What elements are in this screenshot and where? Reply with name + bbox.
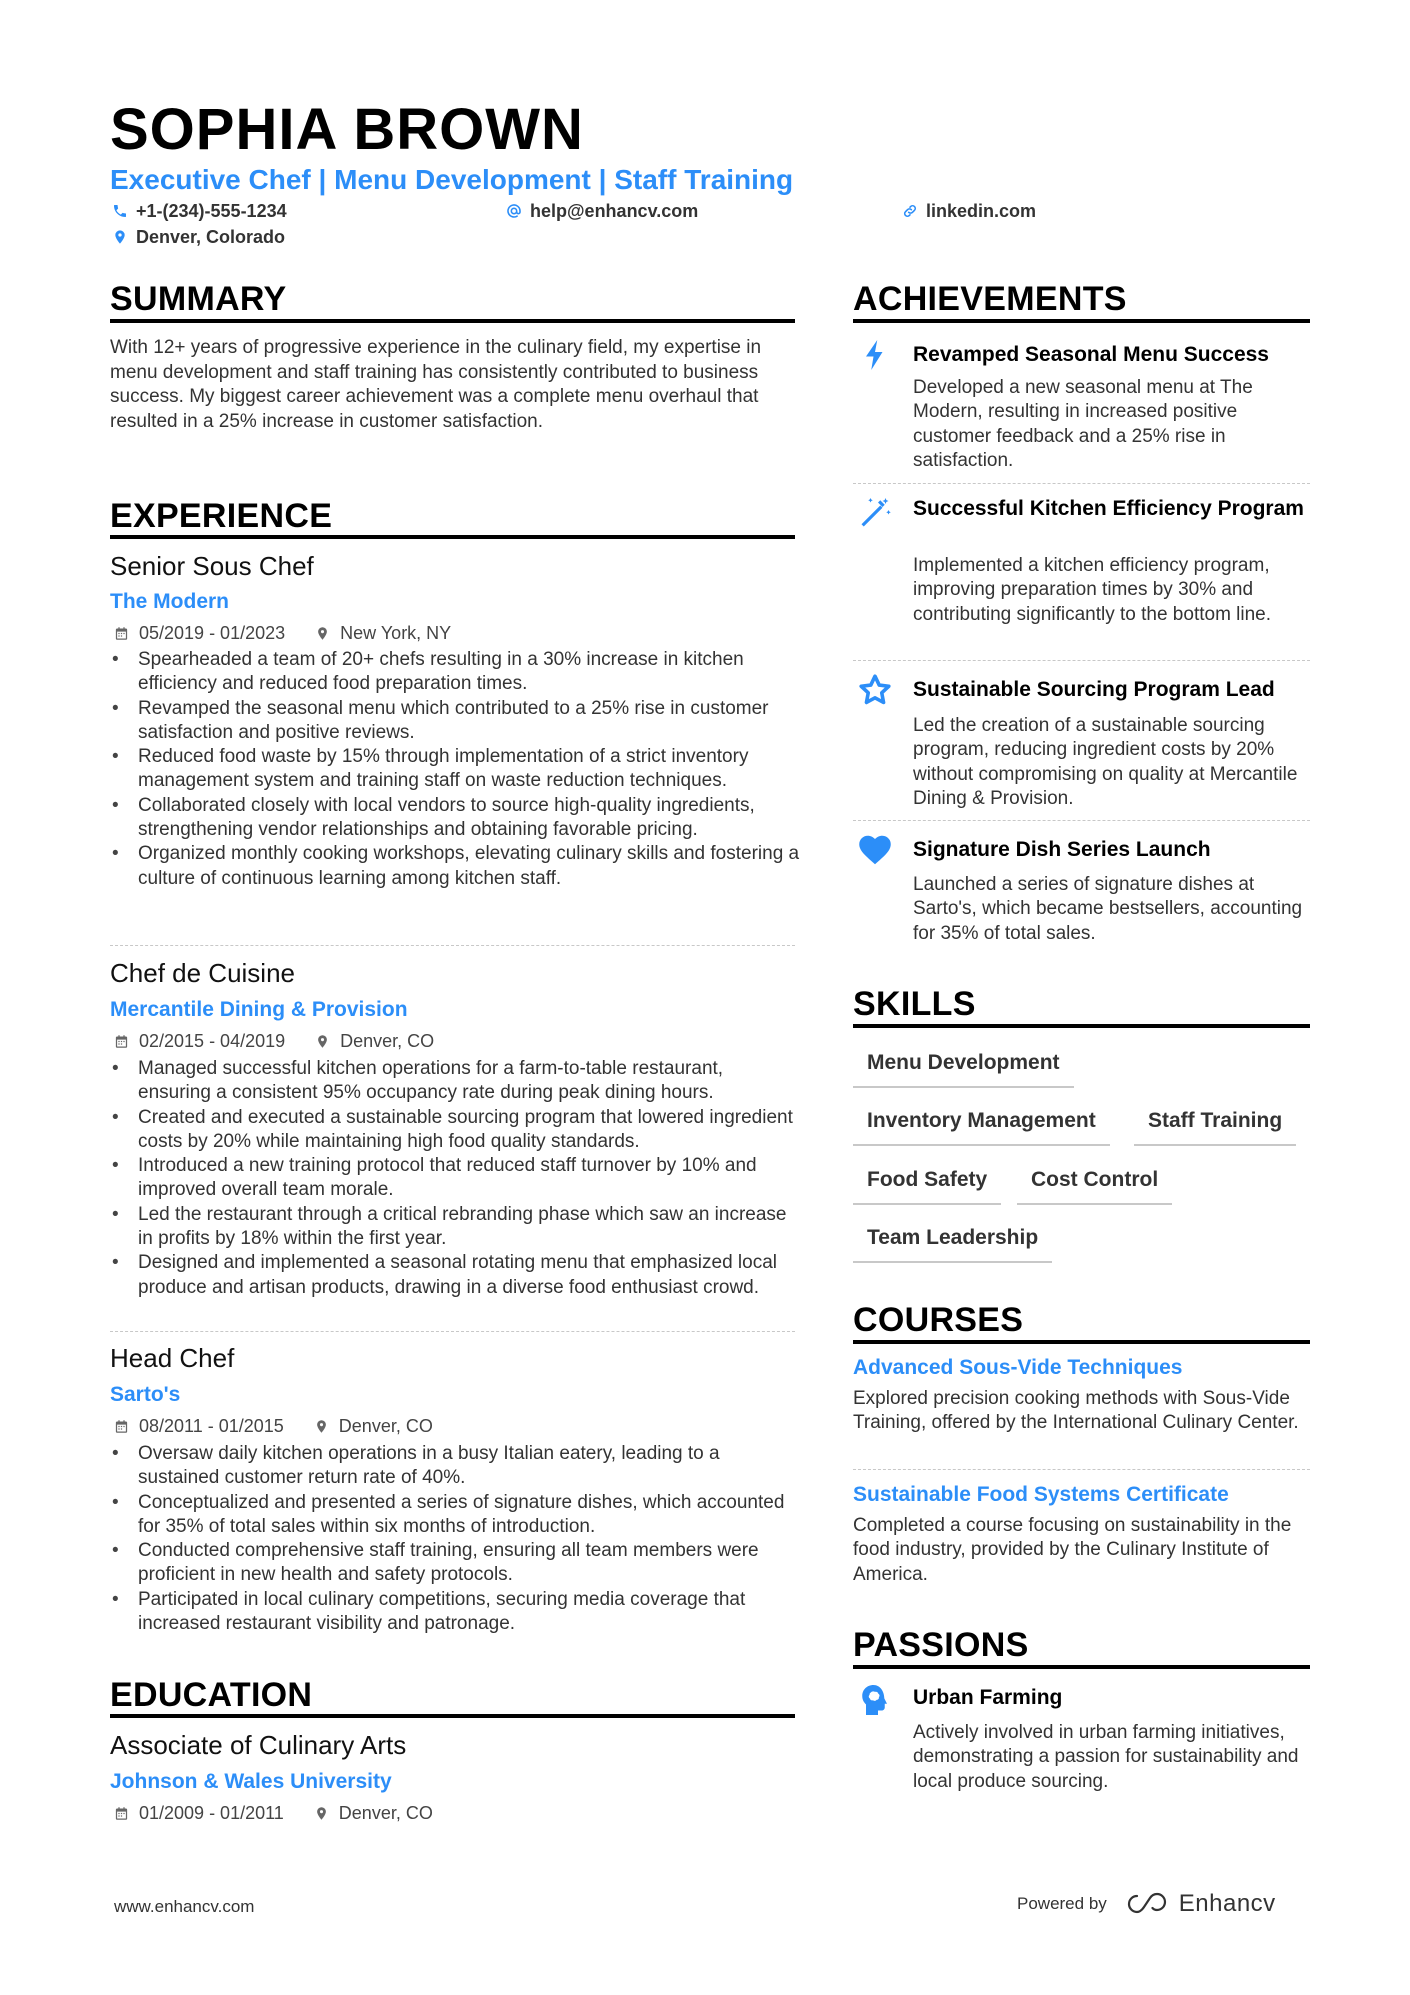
bullet-item: • Organized monthly cooking workshops, elevating culinary skills and fostering a culture of continuous learning among kitchen staff. xyxy=(110,842,800,891)
skill-tag: Cost Control xyxy=(1017,1167,1172,1205)
achievement-divider xyxy=(853,660,1310,661)
calendar-icon xyxy=(114,1419,129,1434)
bullet-item: • Spearheaded a team of 20+ chefs resulting in a 30% increase in kitchen efficiency and reduced food preparation times. xyxy=(110,648,800,697)
passion-desc: Actively involved in urban farming initiatives, demonstrating a passion for sustainability and local produce sourcing. xyxy=(913,1722,1299,1792)
bullet-item: • Revamped the seasonal menu which contributed to a 25% rise in customer satisfaction and positive reviews. xyxy=(110,697,800,746)
job-dates: 02/2015 - 04/2019 xyxy=(139,1031,286,1051)
contact-location xyxy=(112,226,285,248)
education-dates: 01/2009 - 01/2011 xyxy=(139,1803,284,1823)
summary-text: With 12+ years of progressive experience in the culinary field, my expertise in menu development and staff training has consistently contributed to business success. My biggest career achievement was a complete menu overhaul that resulted in a 25% increase in customer satisfaction. xyxy=(110,337,762,432)
location-pin-icon xyxy=(112,229,128,245)
achievement-divider xyxy=(853,483,1310,484)
bullet-item: • Designed and implemented a seasonal rotating menu that emphasized local produce and artisan products, drawing in a diverse food enthusiast crowd. xyxy=(110,1251,800,1300)
location-pin-icon xyxy=(314,1419,329,1434)
education-degree: Associate of Culinary Arts xyxy=(110,1730,407,1760)
achievement-title: Revamped Seasonal Menu Success xyxy=(913,343,1269,366)
job-location: New York, NY xyxy=(340,623,452,643)
skill-tag: Staff Training xyxy=(1134,1108,1296,1146)
bullet-item: • Reduced food waste by 15% through implementation of a strict inventory management system and training staff on waste reduction techniques. xyxy=(110,745,800,794)
location-pin-icon xyxy=(315,1034,330,1049)
bullet-item: • Introduced a new training protocol that reduced staff turnover by 10% and improved overall team morale. xyxy=(110,1154,800,1203)
experience-rule xyxy=(110,535,795,539)
link-icon xyxy=(902,203,918,219)
email-text[interactable]: help@enhancv.com xyxy=(530,201,699,221)
powered-by-label: Powered by xyxy=(1017,1894,1107,1913)
footer-website[interactable]: www.enhancv.com xyxy=(114,1897,255,1916)
job-dates: 08/2011 - 01/2015 xyxy=(139,1416,284,1436)
skill-tag: Food Safety xyxy=(853,1167,1001,1205)
bullet-item: • Oversaw daily kitchen operations in a busy Italian eatery, leading to a sustained customer return rate of 40%. xyxy=(110,1442,800,1491)
enhancv-logo-icon xyxy=(1125,1892,1171,1916)
job-location: Denver, CO xyxy=(340,1031,435,1051)
education-school: Johnson & Wales University xyxy=(110,1770,392,1793)
job-bullets xyxy=(110,1057,800,1300)
job-meta xyxy=(114,622,451,644)
courses-heading: COURSES xyxy=(853,1301,1024,1339)
education-location: Denver, CO xyxy=(338,1803,433,1823)
courses-rule xyxy=(853,1340,1310,1344)
bullet-item: • Led the restaurant through a critical rebranding phase which saw an increase in profits by 18% within the first year. xyxy=(110,1203,800,1252)
job-company: Mercantile Dining & Provision xyxy=(110,998,408,1021)
magic-wand-icon xyxy=(855,493,895,533)
job-dates: 05/2019 - 01/2023 xyxy=(139,623,286,643)
calendar-icon xyxy=(114,1806,129,1821)
candidate-name: SOPHIA BROWN xyxy=(110,97,584,162)
enhancv-logo[interactable] xyxy=(1125,1890,1276,1918)
job-role: Senior Sous Chef xyxy=(110,551,314,581)
course-desc: Completed a course focusing on sustainability in the food industry, provided by the Culinary Institute of America. xyxy=(853,1515,1292,1585)
course-divider xyxy=(853,1469,1310,1470)
job-meta xyxy=(114,1415,433,1437)
location-pin-icon xyxy=(315,626,330,641)
calendar-icon xyxy=(114,1034,129,1049)
achievements-heading: ACHIEVEMENTS xyxy=(853,280,1127,318)
job-meta xyxy=(114,1030,434,1052)
achievement-title: Signature Dish Series Launch xyxy=(913,838,1211,861)
job-role: Head Chef xyxy=(110,1343,235,1373)
achievement-title: Sustainable Sourcing Program Lead xyxy=(913,678,1275,701)
education-rule xyxy=(110,1714,795,1718)
passions-rule xyxy=(853,1665,1310,1669)
education-heading: EDUCATION xyxy=(110,1676,313,1714)
experience-heading: EXPERIENCE xyxy=(110,497,333,535)
job-divider xyxy=(110,1331,795,1332)
bullet-item: • Collaborated closely with local vendors to source high-quality ingredients, strengthening vendor relationships and obtaining favorable pricing. xyxy=(110,794,800,843)
summary-rule xyxy=(110,319,795,323)
heart-icon xyxy=(855,830,895,870)
achievement-title: Successful Kitchen Efficiency Program xyxy=(913,497,1304,520)
passions-heading: PASSIONS xyxy=(853,1626,1029,1664)
course-desc: Explored precision cooking methods with Sous-Vide Training, offered by the International Culinary Center. xyxy=(853,1388,1299,1434)
phone-text: +1-(234)-555-1234 xyxy=(136,201,287,221)
location-pin-icon xyxy=(314,1806,329,1821)
skills-rule xyxy=(853,1024,1310,1028)
star-icon xyxy=(855,670,895,710)
achievements-rule xyxy=(853,319,1310,323)
phone-icon xyxy=(112,203,128,219)
job-company: The Modern xyxy=(110,590,229,613)
bullet-item: • Created and executed a sustainable sourcing program that lowered ingredient costs by 20% while maintaining high food quality standards. xyxy=(110,1106,800,1155)
enhancv-logo-text: Enhancv xyxy=(1178,1890,1276,1917)
calendar-icon xyxy=(114,626,129,641)
location-text: Denver, Colorado xyxy=(136,227,286,247)
course-title: Sustainable Food Systems Certificate xyxy=(853,1483,1229,1506)
lightning-icon xyxy=(855,335,895,375)
skill-tag: Team Leadership xyxy=(853,1225,1052,1263)
bullet-item: • Conceptualized and presented a series of signature dishes, which accounted for 35% of total sales within six months of introduction. xyxy=(110,1491,800,1540)
achievement-desc: Implemented a kitchen efficiency program, improving preparation times by 30% and contributing significantly to the bottom line. xyxy=(913,555,1272,625)
contact-email[interactable] xyxy=(506,200,698,222)
achievement-desc: Developed a new seasonal menu at The Modern, resulting in increased positive customer feedback and a 25% rise in satisfaction. xyxy=(913,377,1253,471)
passion-title: Urban Farming xyxy=(913,1686,1063,1709)
bullet-item: • Conducted comprehensive staff training, ensuring all team members were proficient in new health and safety protocols. xyxy=(110,1539,800,1588)
contact-link[interactable] xyxy=(902,200,1036,222)
job-company: Sarto's xyxy=(110,1383,181,1406)
summary-heading: SUMMARY xyxy=(110,280,287,318)
job-bullets xyxy=(110,1442,800,1636)
skills-heading: SKILLS xyxy=(853,985,976,1023)
bullet-item: • Managed successful kitchen operations for a farm-to-table restaurant, ensuring a consistent 95% occupancy rate during peak dining hours. xyxy=(110,1057,800,1106)
achievement-desc: Launched a series of signature dishes at Sarto's, which became bestsellers, accounting for 35% of total sales. xyxy=(913,874,1303,944)
head-brain-icon xyxy=(855,1680,895,1720)
contact-phone xyxy=(112,200,287,222)
footer-powered-by xyxy=(1017,1890,1276,1918)
course-title: Advanced Sous-Vide Techniques xyxy=(853,1356,1183,1379)
job-role: Chef de Cuisine xyxy=(110,958,295,988)
education-meta xyxy=(114,1802,433,1824)
job-divider xyxy=(110,945,795,946)
skill-tag: Menu Development xyxy=(853,1050,1074,1088)
achievement-divider xyxy=(853,820,1310,821)
achievement-desc: Led the creation of a sustainable sourcing program, reducing ingredient costs by 20% without compromising on quality at Mercantile Dining & Provision. xyxy=(913,715,1298,809)
job-bullets xyxy=(110,648,800,891)
job-location: Denver, CO xyxy=(338,1416,433,1436)
bullet-item: • Participated in local culinary competitions, securing media coverage that increased restaurant visibility and patronage. xyxy=(110,1588,800,1637)
at-sign-icon xyxy=(506,203,522,219)
link-text[interactable]: linkedin.com xyxy=(926,201,1037,221)
candidate-headline: Executive Chef | Menu Development | Staff Training xyxy=(110,164,794,195)
skill-tag: Inventory Management xyxy=(853,1108,1110,1146)
